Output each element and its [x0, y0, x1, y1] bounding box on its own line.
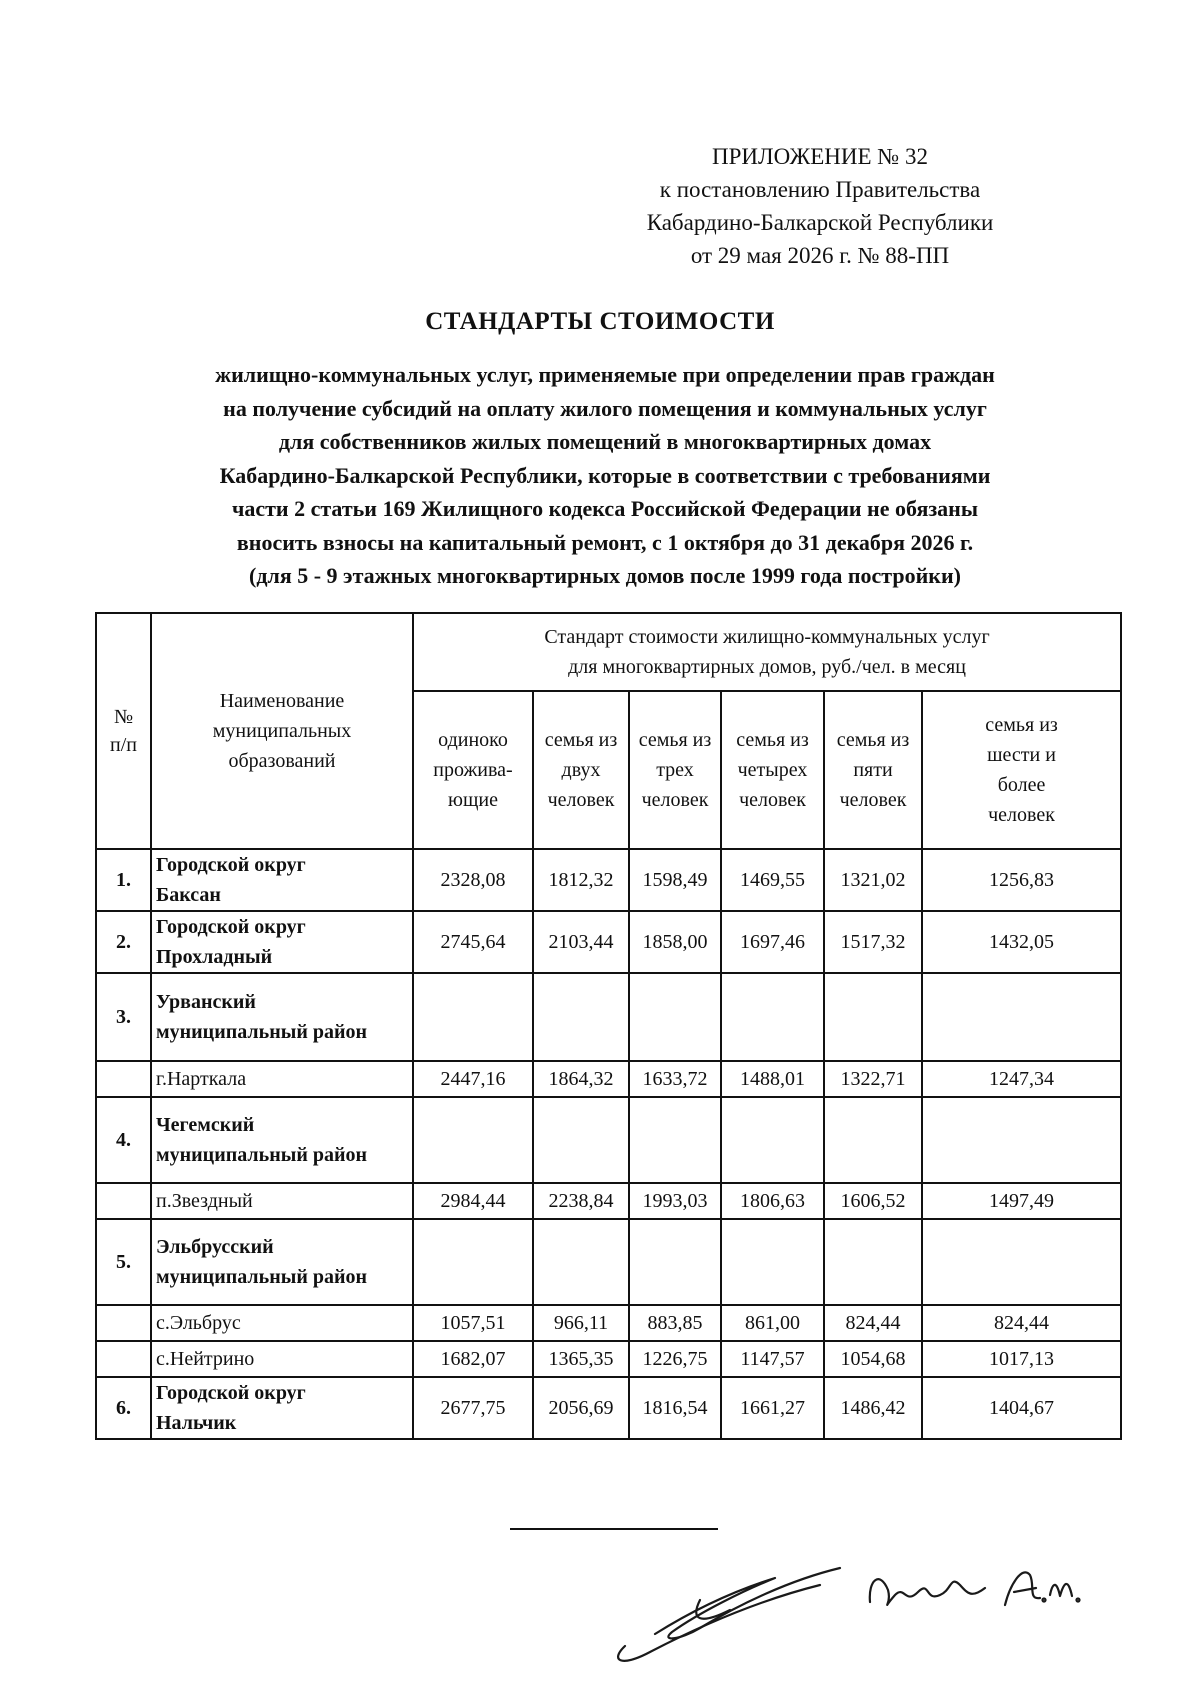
row-value: 2328,08	[413, 849, 533, 911]
row-name-line: Нальчик	[156, 1412, 237, 1434]
row-name-line: Эльбрусский	[156, 1236, 274, 1258]
row-value: 1497,49	[922, 1183, 1121, 1219]
header-column-line: семья из	[544, 729, 618, 751]
row-value: 966,11	[533, 1305, 629, 1341]
row-name: г.Нарткала	[151, 1061, 413, 1097]
row-value: 1812,32	[533, 849, 629, 911]
row-name-line: Урванский	[156, 991, 256, 1013]
row-value: 1661,27	[721, 1377, 824, 1439]
row-value: 1017,13	[922, 1341, 1121, 1377]
row-name: п.Звездный	[151, 1183, 413, 1219]
row-number: 3.	[96, 973, 151, 1061]
row-value: 1054,68	[824, 1341, 922, 1377]
row-value: 824,44	[922, 1305, 1121, 1341]
header-column-line: более	[997, 774, 1046, 796]
row-value: 1147,57	[721, 1341, 824, 1377]
row-name-line: Чегемский	[156, 1114, 255, 1136]
header-name-line: Наименование	[219, 690, 345, 712]
row-value: 1226,75	[629, 1341, 721, 1377]
header-group-line: для многоквартирных домов, руб./чел. в месяц	[568, 656, 966, 678]
header-column-line: человек	[739, 789, 806, 811]
row-value: 1682,07	[413, 1341, 533, 1377]
row-name-line: муниципальный район	[156, 1266, 368, 1288]
row-name-line: муниципальный район	[156, 1144, 368, 1166]
row-value: 2745,64	[413, 911, 533, 973]
row-value: 2447,16	[413, 1061, 533, 1097]
row-value: 2238,84	[533, 1183, 629, 1219]
header-column-line: двух	[561, 759, 601, 781]
row-value: 1697,46	[721, 911, 824, 973]
subtitle-line: (для 5 - 9 этажных многоквартирных домов после 1999 года постройки)	[249, 563, 961, 588]
row-name-line: Баксан	[156, 884, 221, 906]
row-name-line: Городской округ	[156, 916, 306, 938]
row-value: 2056,69	[533, 1377, 629, 1439]
row-name-line: муниципальный район	[156, 1021, 368, 1043]
row-name: с.Эльбрус	[151, 1305, 413, 1341]
row-value: 1256,83	[922, 849, 1121, 911]
row-value: 1816,54	[629, 1377, 721, 1439]
subtitle-line: части 2 статьи 169 Жилищного кодекса Российской Федерации не обязаны	[231, 496, 979, 521]
header-column-line: пяти	[853, 759, 893, 781]
subtitle-line: жилищно-коммунальных услуг, применяемые при определении прав граждан	[215, 362, 995, 387]
subtitle-line: на получение субсидий на оплату жилого помещения и коммунальных услуг	[223, 395, 987, 421]
header-column-line: человек	[988, 804, 1055, 826]
header-group-line: Стандарт стоимости жилищно-коммунальных услуг	[544, 626, 990, 648]
appendix-republic: Кабардино-Балкарской Республики	[646, 210, 994, 235]
header-name-line: муниципальных	[212, 720, 352, 742]
header-column-line: одиноко	[438, 729, 508, 751]
row-value: 1993,03	[629, 1183, 721, 1219]
row-number: 1.	[96, 849, 151, 911]
row-value: 1598,49	[629, 849, 721, 911]
header-column-line: семья из	[985, 714, 1058, 736]
row-number: 2.	[96, 911, 151, 973]
row-name-line: Городской округ	[156, 854, 306, 876]
row-value: 1469,55	[721, 849, 824, 911]
subtitle-line: Кабардино-Балкарской Республики, которые в соответствии с требованиями	[219, 462, 991, 488]
header-name-line: образований	[228, 750, 336, 772]
row-value: 1517,32	[824, 911, 922, 973]
row-value: 1864,32	[533, 1061, 629, 1097]
subtitle-line: вносить взносы на капитальный ремонт, с 1 октября до 31 декабря 2026 г.	[236, 529, 974, 555]
header-column-line: ющие	[448, 789, 498, 811]
row-value: 1321,02	[824, 849, 922, 911]
row-value: 1404,67	[922, 1377, 1121, 1439]
row-name-line: Прохладный	[156, 946, 273, 968]
row-number: 4.	[96, 1097, 151, 1183]
row-name: с.Нейтрино	[151, 1341, 413, 1377]
header-number-line: п/п	[110, 734, 137, 756]
row-value: 1432,05	[922, 911, 1121, 973]
row-number: 5.	[96, 1219, 151, 1305]
row-value: 1806,63	[721, 1183, 824, 1219]
header-column-line: прожива-	[433, 759, 513, 781]
row-value: 861,00	[721, 1305, 824, 1341]
header-column-line: человек	[641, 789, 709, 811]
header-number-line: №	[113, 706, 134, 728]
row-number: 6.	[96, 1377, 151, 1439]
header-column-line: четырех	[737, 759, 808, 781]
appendix-resolution: к постановлению Правительства	[659, 177, 981, 202]
row-value: 1858,00	[629, 911, 721, 973]
row-name-line: Городской округ	[156, 1382, 306, 1404]
row-value: 1057,51	[413, 1305, 533, 1341]
header-column-line: семья из	[638, 729, 712, 751]
row-value: 883,85	[629, 1305, 721, 1341]
row-value: 2103,44	[533, 911, 629, 973]
header-column-line: семья из	[836, 729, 910, 751]
appendix-date: от 29 мая 2026 г. № 88-ПП	[690, 243, 950, 268]
row-value: 1486,42	[824, 1377, 922, 1439]
header-column-line: шести и	[987, 744, 1056, 766]
subtitle-line: для собственников жилых помещений в многоквартирных домах	[278, 429, 932, 454]
row-value: 1365,35	[533, 1341, 629, 1377]
row-value: 1488,01	[721, 1061, 824, 1097]
appendix-number: ПРИЛОЖЕНИЕ № 32	[711, 144, 929, 169]
row-value: 2984,44	[413, 1183, 533, 1219]
header-column-line: человек	[547, 789, 615, 811]
header-column-line: человек	[839, 789, 907, 811]
row-value: 1247,34	[922, 1061, 1121, 1097]
row-value: 1322,71	[824, 1061, 922, 1097]
row-value: 824,44	[824, 1305, 922, 1341]
row-value: 2677,75	[413, 1377, 533, 1439]
header-column-line: трех	[656, 759, 694, 781]
header-column-line: семья из	[736, 729, 809, 751]
row-value: 1633,72	[629, 1061, 721, 1097]
row-value: 1606,52	[824, 1183, 922, 1219]
document-title: СТАНДАРТЫ СТОИМОСТИ	[425, 308, 775, 335]
